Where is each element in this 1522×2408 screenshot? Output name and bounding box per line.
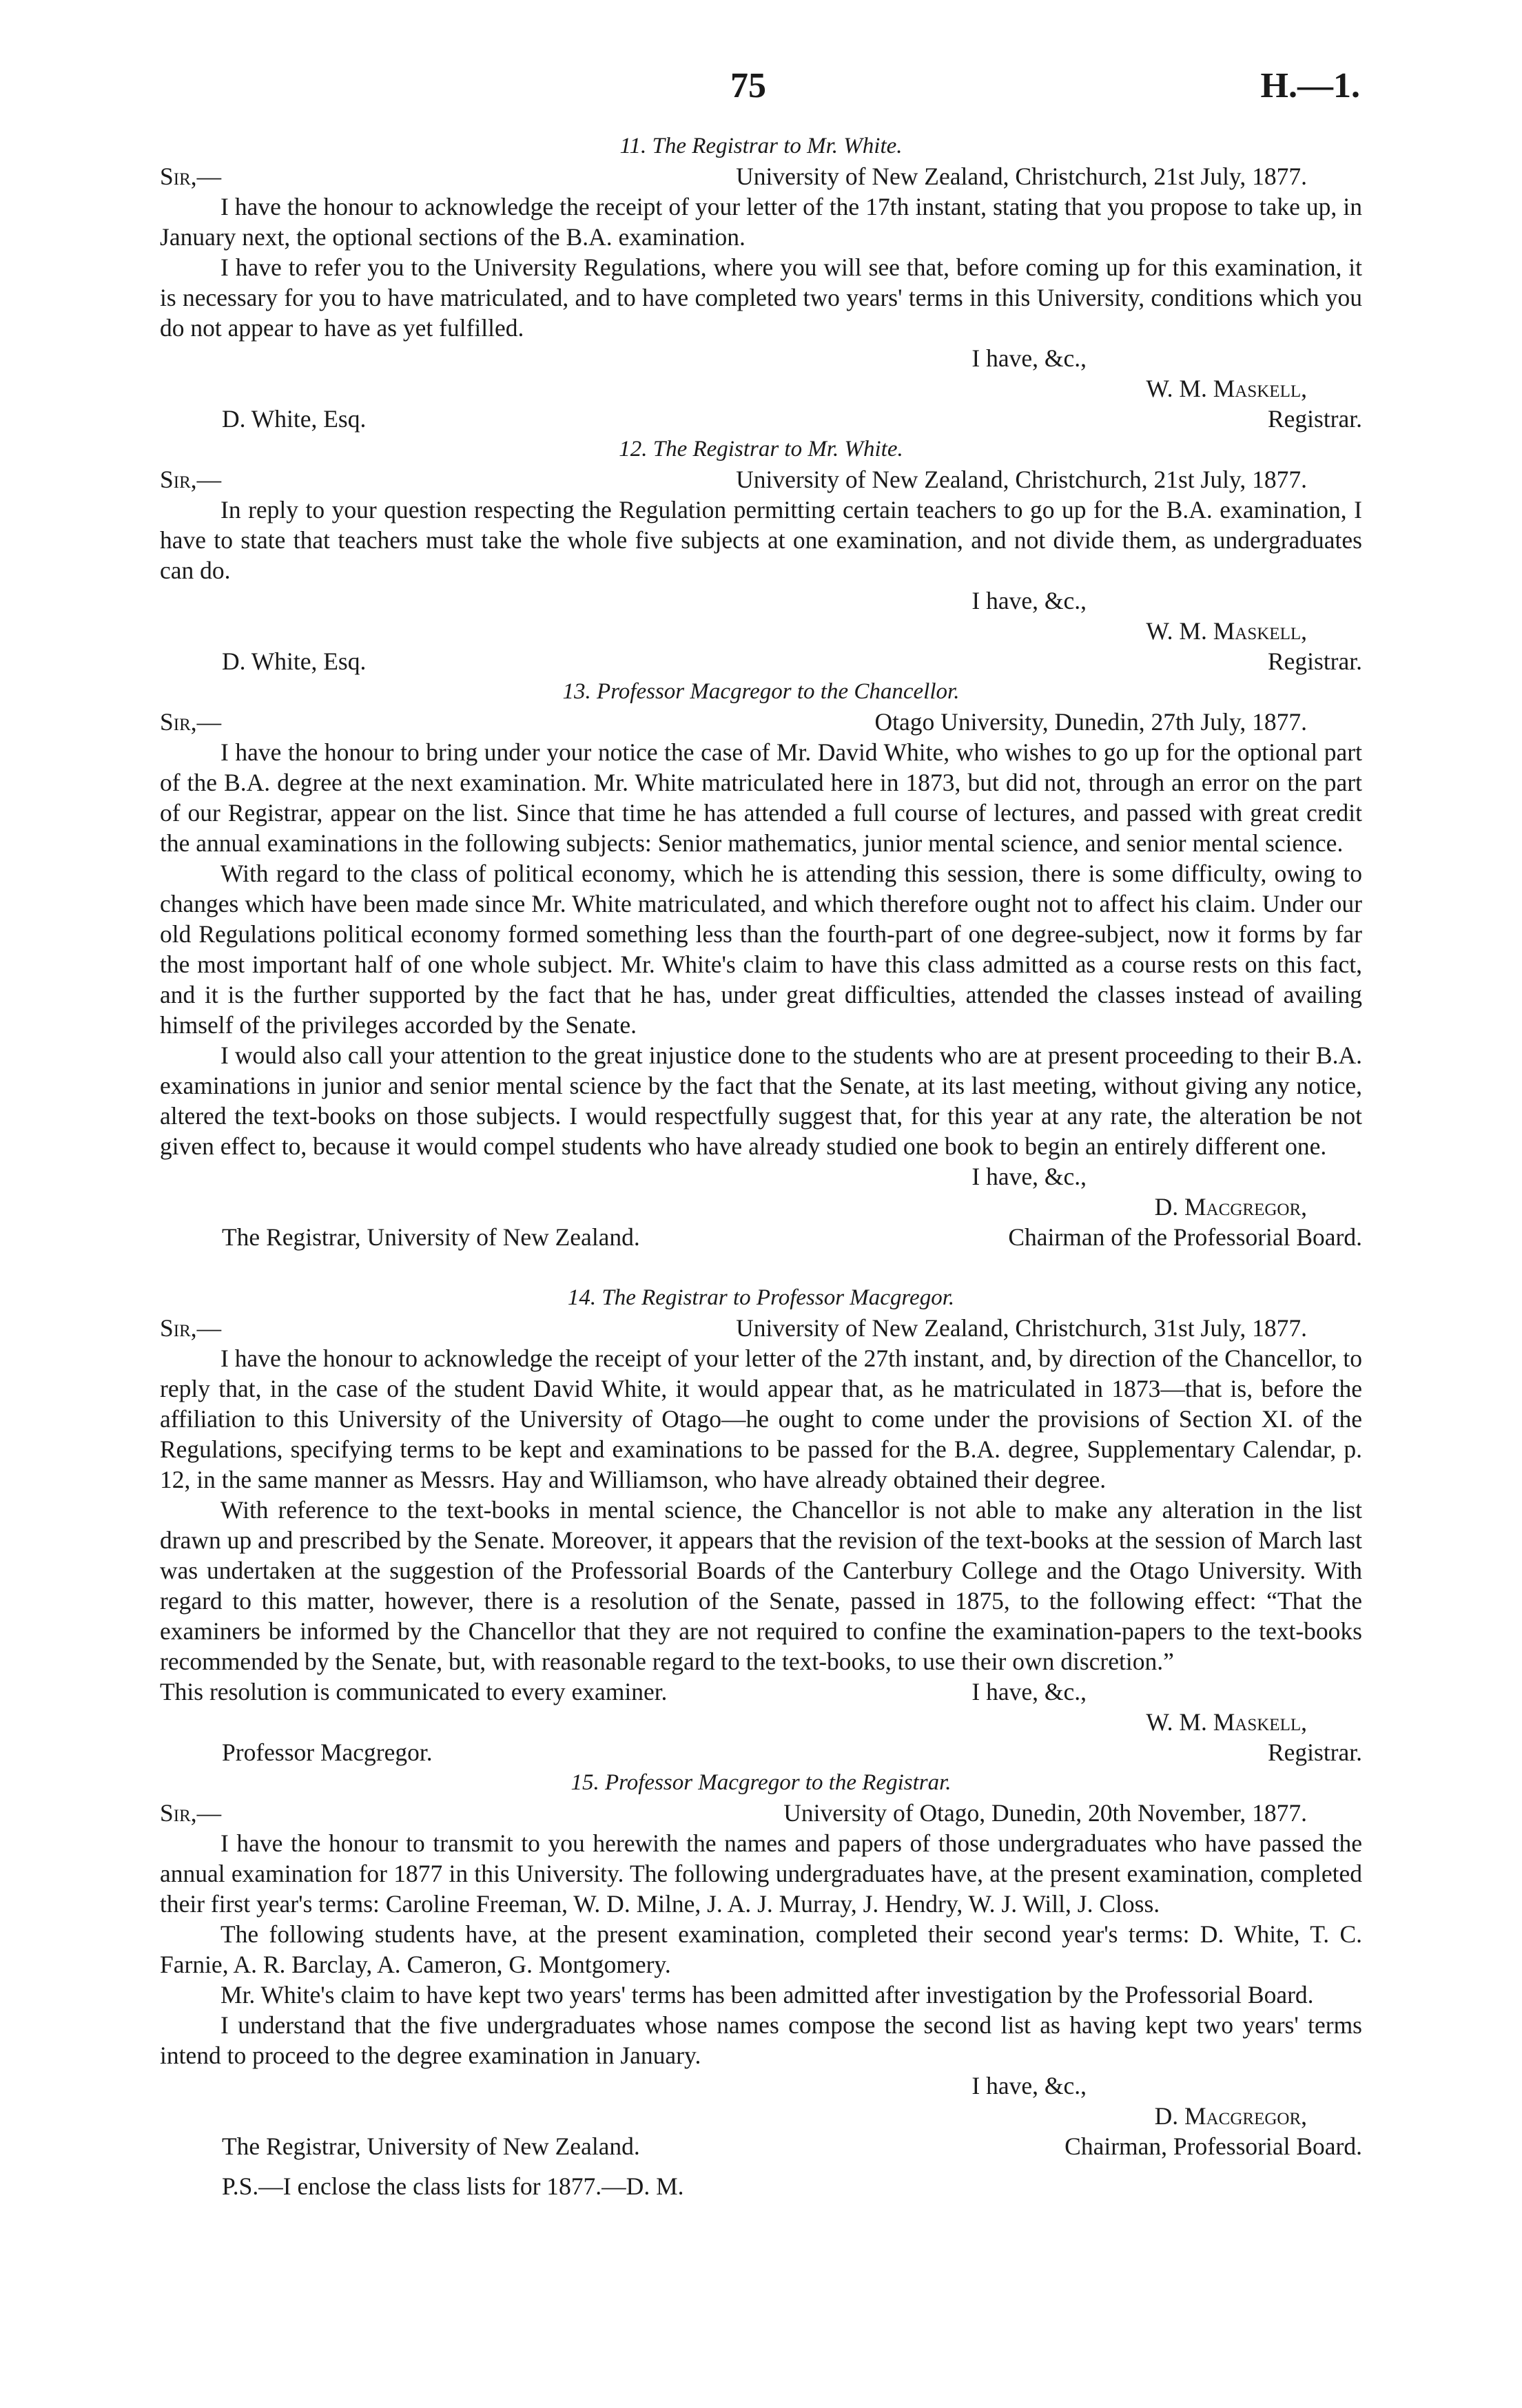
letter-heading: 13. Professor Macgregor to the Chancellor. [562, 679, 960, 704]
closing: I have, &c., [971, 1678, 1087, 1705]
letter-heading: 14. The Registrar to Professor Macgregor. [567, 1285, 955, 1310]
paragraph: I have the honour to bring under your notice the case of Mr. David White, who wishes to go up for the optional part of the B.A. degree at the next examination. Mr. White matriculated here in 1873, but did not, through an error on the part of our Registrar, appear on the list. Since that time he has attended a full course of lectures, and passed with great credit the annual examinations in the following subjects: Senior mathematics, junior mental science, and senior mental science. [160, 738, 1362, 857]
salutation: Sir,— [160, 466, 222, 493]
paragraph: I have to refer you to the University Regulations, where you will see that, before coming up for this examination, it is necessary for you to have matriculated, and to have completed two years' terms in this University, conditions which you do not appear to have as yet fulfilled. [160, 253, 1362, 342]
postscript: P.S.—I enclose the class lists for 1877.—D. M. [222, 2172, 684, 2200]
addressee: The Registrar, University of New Zealand. [222, 2132, 640, 2160]
place-date: University of New Zealand, Christchurch, 21st July, 1877. [736, 163, 1307, 190]
salutation: Sir,— [160, 163, 222, 190]
document-reference: H.—1. [1260, 66, 1360, 105]
place-date: Otago University, Dunedin, 27th July, 1877. [874, 708, 1307, 736]
addressee: D. White, Esq. [222, 647, 367, 675]
paragraph: Mr. White's claim to have kept two years' terms has been admitted after investigation by the Professorial Board. [220, 1981, 1314, 2009]
paragraph: With reference to the text-books in mental science, the Chancellor is not able to make any alteration in the list drawn up and prescribed by the Senate. Moreover, it appears that the revision of the text-books at the session of March last was undertaken at the suggestion of the Professorial Boards of the Canterbury College and the Otago University. With regard to this matter, however, there is a resolution of the Senate, passed in 1875, to the following effect: “That the examiners be informed by the Chancellor that they are not required to confine the examination-papers to the text-books recommended by the Senate, but, with reasonable regard to the text-books, to use their own discretion.” [160, 1496, 1362, 1675]
paragraph: I have the honour to acknowledge the receipt of your letter of the 17th instant, stating that you propose to take up, in January next, the optional sections of the B.A. examination. [160, 193, 1362, 251]
closing: I have, &c., [971, 344, 1087, 372]
salutation: Sir,— [160, 708, 222, 736]
closing: I have, &c., [971, 2072, 1087, 2099]
page-body [160, 131, 1362, 2201]
signatory-title: Chairman, Professorial Board. [1065, 2132, 1362, 2160]
letter-heading: 11. The Registrar to Mr. White. [619, 134, 903, 158]
addressee: The Registrar, University of New Zealand. [222, 1223, 640, 1251]
signature: W. M. Maskell, [1146, 1708, 1307, 1736]
signature: D. Macgregor, [1154, 2102, 1307, 2130]
signature: D. Macgregor, [1154, 1193, 1307, 1221]
paragraph: I understand that the five undergraduates whose names compose the second list as having kept two years' terms intend to proceed to the degree examination in January. [160, 2011, 1362, 2069]
letter-heading: 15. Professor Macgregor to the Registrar. [570, 1770, 952, 1795]
salutation: Sir,— [160, 1314, 222, 1342]
signature: W. M. Maskell, [1146, 375, 1307, 402]
paragraph: I would also call your attention to the great injustice done to the students who are at present proceeding to their B.A. examinations in junior and senior mental science by the fact that the Senate, at its last meeting, without giving any notice, altered the text-books on those subjects. I would respectfully suggest that, for this year at any rate, the alteration be not given effect to, because it would compel students who have already studied one book to begin an entirely different one. [160, 1041, 1362, 1160]
paragraph: I have the honour to transmit to you herewith the names and papers of those undergraduates who have passed the annual examination for 1877 in this University. The following undergraduates have, at the present examination, completed their first year's terms: Caroline Freeman, W. D. Milne, J. A. J. Murray, J. Hendry, W. J. Will, J. Closs. [160, 1829, 1362, 1918]
paragraph: The following students have, at the present examination, completed their second year's terms: D. White, T. C. Farnie, A. R. Barclay, A. Cameron, G. Montgomery. [160, 1920, 1362, 1978]
signatory-title: Registrar. [1267, 647, 1362, 675]
signature: W. M. Maskell, [1146, 617, 1307, 645]
signatory-title: Registrar. [1267, 405, 1362, 433]
letter-14 [160, 1283, 1362, 1767]
place-date: University of Otago, Dunedin, 20th November, 1877. [783, 1799, 1307, 1827]
paragraph-closing-line: This resolution is communicated to every examiner. [160, 1678, 668, 1705]
signatory-title: Registrar. [1267, 1738, 1362, 1766]
addressee: Professor Macgregor. [222, 1738, 433, 1766]
letter-15 [160, 1767, 1362, 2201]
addressee: D. White, Esq. [222, 405, 367, 433]
letter-11 [160, 131, 1362, 434]
signatory-title: Chairman of the Professorial Board. [1008, 1223, 1362, 1251]
paragraph: In reply to your question respecting the Regulation permitting certain teachers to go up for the B.A. examination, I have to state that teachers must take the whole five subjects at one examination, and not divide them, as undergraduates can do. [160, 496, 1362, 584]
letter-13 [160, 676, 1362, 1252]
place-date: University of New Zealand, Christchurch, 21st July, 1877. [736, 466, 1307, 493]
page-number: 75 [730, 66, 766, 105]
closing: I have, &c., [971, 587, 1087, 614]
salutation: Sir,— [160, 1799, 222, 1827]
place-date: University of New Zealand, Christchurch, 31st July, 1877. [736, 1314, 1307, 1342]
paragraph: With regard to the class of political economy, which he is attending this session, there is some difficulty, owing to changes which have been made since Mr. White matriculated, and which therefore ought not to affect his claim. Under our old Regulations political economy formed something less than the fourth-part of one degree-subject, now it forms by far the most important half of one whole subject. Mr. White's claim to have this class admitted as a course rests on this fact, and it is the further supported by the fact that he has, under great difficulties, attended the classes instead of availing himself of the privileges accorded by the Senate. [160, 860, 1362, 1039]
letter-heading: 12. The Registrar to Mr. White. [619, 437, 903, 461]
closing: I have, &c., [971, 1163, 1087, 1190]
paragraph: I have the honour to acknowledge the receipt of your letter of the 27th instant, and, by direction of the Chancellor, to reply that, in the case of the student David White, it would appear that, as he matriculated in 1873—that is, before the affiliation to this University of the University of Otago—he ought to come under the provisions of Section XI. of the Regulations, specifying terms to be kept and examinations to be passed for the B.A. degree, Supplementary Calendar, p. 12, in the same manner as Messrs. Hay and Williamson, who have already obtained their degree. [160, 1345, 1362, 1493]
letter-12 [160, 434, 1362, 676]
